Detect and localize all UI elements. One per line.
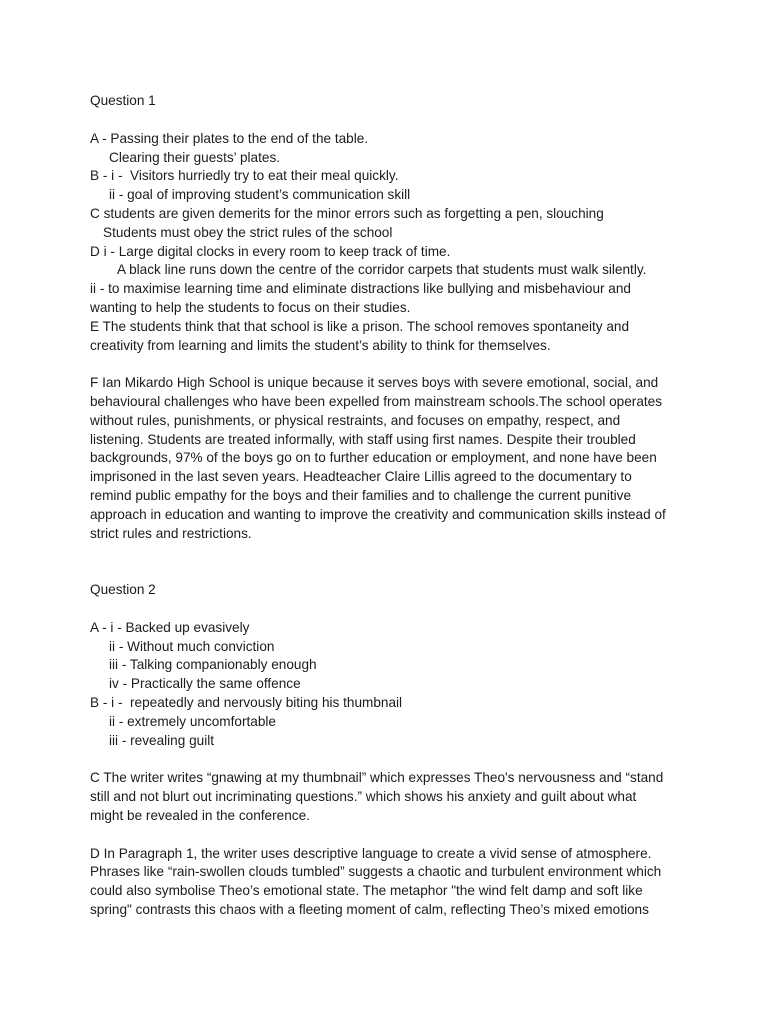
- q2-answer-b-line-2: ii - extremely uncomfortable: [109, 714, 276, 729]
- q2-answer-b-line-3: iii - revealing guilt: [109, 733, 215, 748]
- q1-answer-f-line-8: approach in education and wanting to improve the creativity and communication skills instead of: [90, 507, 666, 522]
- q1-answer-d-line-4: wanting to help the students to focus on their studies.: [90, 300, 411, 315]
- q1-answer-f-line-4: listening. Students are treated informally, with staff using first names. Despite their troubled: [90, 432, 636, 447]
- q1-answer-b-line-1: B - i - Visitors hurriedly try to eat their meal quickly.: [90, 168, 399, 183]
- q2-answer-d-line-1: D In Paragraph 1, the writer uses descriptive language to create a vivid sense of atmosphere.: [90, 846, 652, 861]
- q1-answer-a-line-2: Clearing their guests’ plates.: [109, 150, 281, 165]
- q1-answer-d-line-3: ii - to maximise learning time and eliminate distractions like bullying and misbehaviour and: [90, 281, 631, 296]
- q2-answer-d-line-3: could also symbolise Theo’s emotional state. The metaphor "the wind felt damp and soft like: [90, 883, 643, 898]
- q1-answer-c-line-2: Students must obey the strict rules of the school: [103, 225, 393, 240]
- q2-answer-c-line-3: might be revealed in the conference.: [90, 808, 310, 823]
- q1-answer-e-line-2: creativity from learning and limits the student’s ability to think for themselves.: [90, 338, 551, 353]
- q1-answer-f-line-3: without rules, punishments, or physical restraints, and focuses on empathy, respect, and: [90, 413, 621, 428]
- q1-answer-f-line-2: behavioural challenges who have been expelled from mainstream schools.The school operates: [90, 394, 663, 409]
- q1-answer-a-line-1: A - Passing their plates to the end of the table.: [90, 131, 369, 146]
- q2-answer-d-line-4: spring" contrasts this chaos with a fleeting moment of calm, reflecting Theo’s mixed emotions: [90, 902, 649, 917]
- question-2-heading: Question 2: [90, 582, 156, 597]
- q2-answer-c-line-1: C The writer writes “gnawing at my thumbnail” which expresses Theo's nervousness and “stand: [90, 770, 664, 785]
- q2-answer-d-line-2: Phrases like “rain-swollen clouds tumbled” suggests a chaotic and turbulent environment which: [90, 864, 662, 879]
- q1-answer-b-line-2: ii - goal of improving student’s communication skill: [109, 187, 411, 202]
- q2-answer-c-line-2: still and not blurt out incriminating questions.” which shows his anxiety and guilt about what: [90, 789, 637, 804]
- q1-answer-f-line-6: imprisoned in the last seven years. Headteacher Claire Lillis agreed to the documentary to: [90, 469, 632, 484]
- q1-answer-c-line-1: C students are given demerits for the minor errors such as forgetting a pen, slouching: [90, 206, 604, 221]
- q2-answer-a-line-2: ii - Without much conviction: [109, 639, 275, 654]
- q1-answer-f-line-5: backgrounds, 97% of the boys go on to further education or employment, and none have been: [90, 450, 657, 465]
- q2-answer-a-line-3: iii - Talking companionably enough: [109, 657, 317, 672]
- q2-answer-a-line-4: iv - Practically the same offence: [109, 676, 301, 691]
- q2-answer-a-line-1: A - i - Backed up evasively: [90, 620, 250, 635]
- q1-answer-d-line-2: A black line runs down the centre of the corridor carpets that students must walk silently.: [117, 262, 647, 277]
- q1-answer-f-line-9: strict rules and restrictions.: [90, 526, 252, 541]
- q1-answer-e-line-1: E The students think that that school is like a prison. The school removes spontaneity and: [90, 319, 630, 334]
- q1-answer-f-line-1: F Ian Mikardo High School is unique because it serves boys with severe emotional, social, and: [90, 375, 659, 390]
- q1-answer-d-line-1: D i - Large digital clocks in every room to keep track of time.: [90, 244, 451, 259]
- q1-answer-f-line-7: remind public empathy for the boys and their families and to challenge the current punitive: [90, 488, 632, 503]
- question-1-heading: Question 1: [90, 93, 156, 108]
- q2-answer-b-line-1: B - i - repeatedly and nervously biting his thumbnail: [90, 695, 403, 710]
